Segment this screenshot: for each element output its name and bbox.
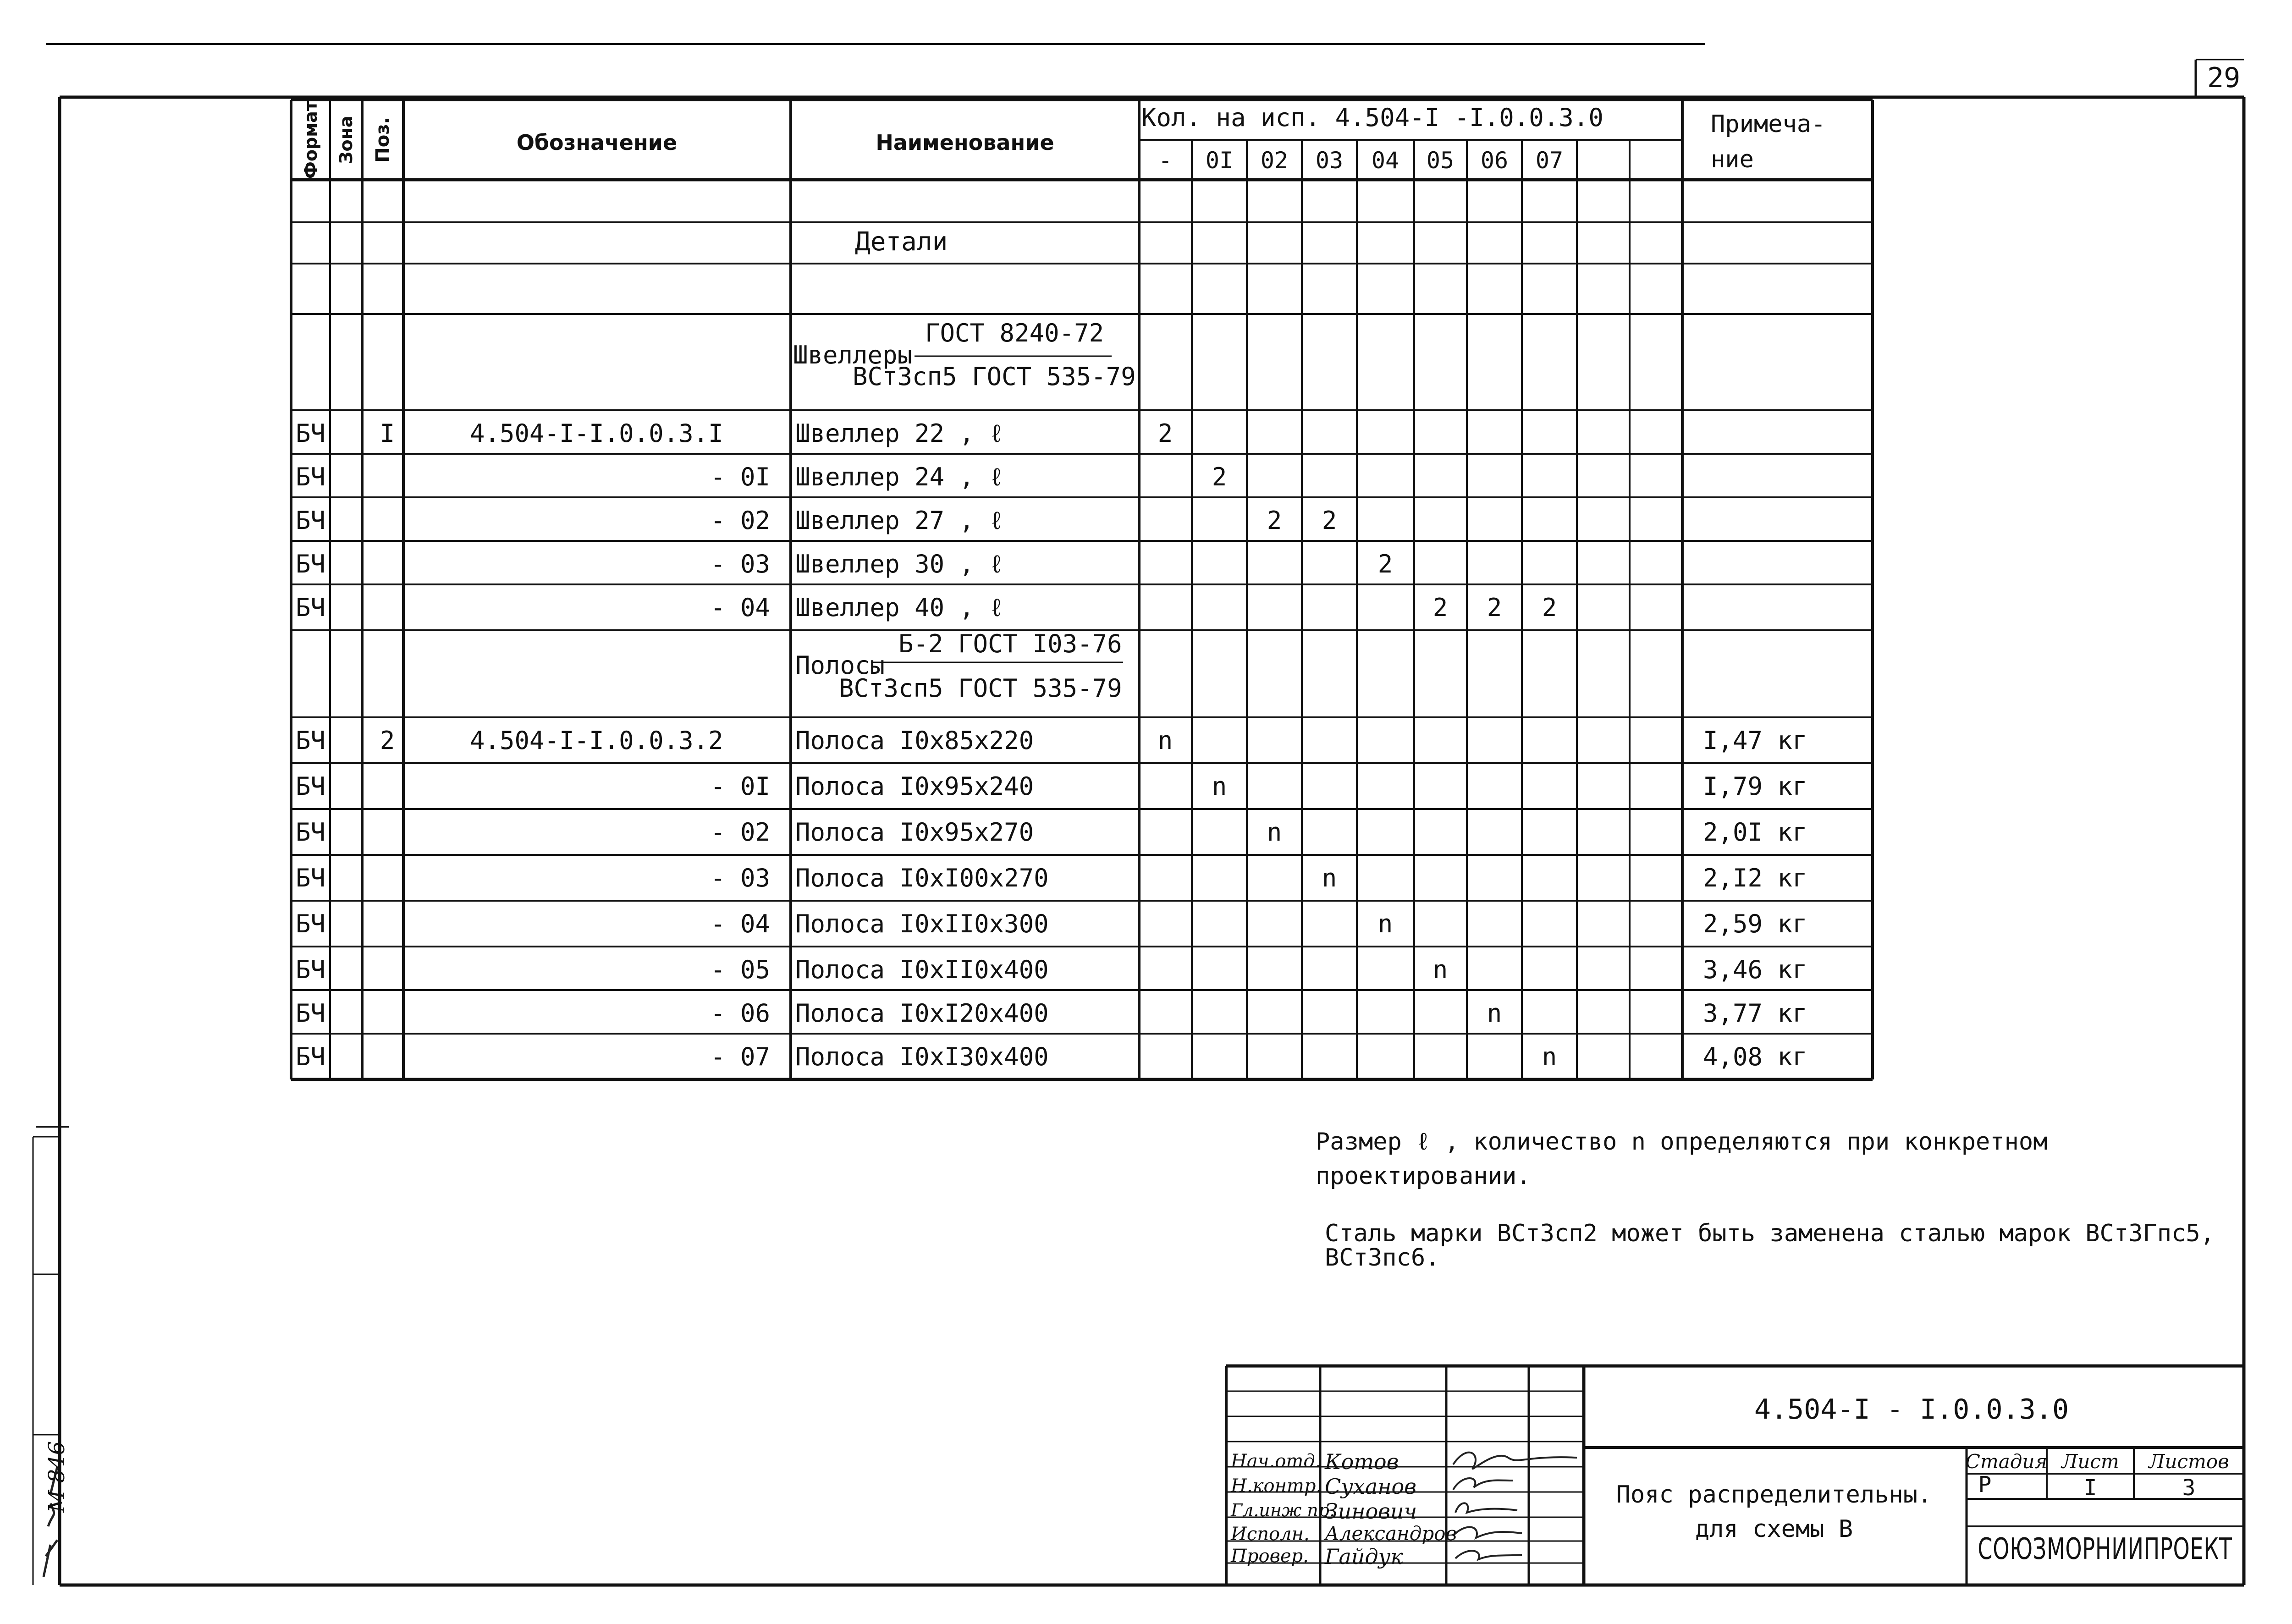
qty-cell: 2 xyxy=(1157,419,1173,448)
note-line: ВСт3пс6. xyxy=(1325,1244,1440,1272)
col-format-header: Формат xyxy=(301,101,321,179)
designation-cell: - 0I xyxy=(710,462,770,491)
name-cell: Полоса I0x95x240 xyxy=(795,772,1034,801)
note-line: проектировании. xyxy=(1316,1162,1531,1190)
stage-value: Р xyxy=(1978,1472,1992,1497)
qty-cell: 2 xyxy=(1212,462,1227,491)
signature-name: Зинович xyxy=(1325,1499,1417,1524)
note-line: Сталь марки ВСт3сп2 может быть заменена сталью марок ВСт3Гпс5, xyxy=(1325,1220,2215,1247)
variant-header: 02 xyxy=(1260,147,1289,174)
group2-standard-top: Б-2 ГОСТ I03-76 xyxy=(898,629,1122,658)
format-cell: БЧ xyxy=(296,419,326,448)
name-cell: Полоса I0xI20x400 xyxy=(795,999,1049,1028)
variant-header: 03 xyxy=(1315,147,1344,174)
signature-role: Н.контр. xyxy=(1231,1475,1322,1497)
name-cell: Полоса I0xI00x270 xyxy=(795,864,1049,892)
designation-cell: - 03 xyxy=(710,864,770,892)
format-cell: БЧ xyxy=(296,593,326,622)
name-cell: Полоса I0x95x270 xyxy=(795,818,1034,847)
format-cell: БЧ xyxy=(296,772,326,801)
sheets-value: 3 xyxy=(2182,1475,2196,1501)
qty-cell: 2 xyxy=(1322,506,1337,535)
signature-scribbles xyxy=(1453,1453,1577,1559)
variant-header: - xyxy=(1158,147,1173,174)
qty-cell: 2 xyxy=(1542,593,1557,622)
variant-header: 06 xyxy=(1480,147,1509,174)
note-cell: I,79 кг xyxy=(1703,772,1807,801)
qty-cell: n xyxy=(1542,1042,1557,1071)
name-cell: Швеллер 24 , ℓ xyxy=(795,462,1004,491)
name-cell: Швеллер 27 , ℓ xyxy=(795,506,1004,535)
format-cell: БЧ xyxy=(296,999,326,1028)
variant-header: 07 xyxy=(1535,147,1564,174)
sheets-label: Листов xyxy=(2149,1450,2229,1473)
note-line: Размер ℓ , количество n определяются при конкретном xyxy=(1316,1128,2048,1156)
qty-cell: n xyxy=(1487,999,1502,1028)
col-pos-header: Поз. xyxy=(372,117,393,163)
note-header-line2: ние xyxy=(1711,146,1754,173)
qty-cell: 2 xyxy=(1267,506,1282,535)
sheet-label: Лист xyxy=(2061,1450,2119,1473)
qty-cell: n xyxy=(1377,909,1393,938)
note-cell: 3,46 кг xyxy=(1703,955,1807,984)
qty-cell: 2 xyxy=(1377,550,1393,578)
designation-cell: - 04 xyxy=(710,909,770,938)
pos-cell: 2 xyxy=(380,726,395,755)
format-cell: БЧ xyxy=(296,506,326,535)
col-designation-header: Обозначение xyxy=(516,130,678,155)
designation-cell: - 02 xyxy=(710,818,770,847)
pos-cell: I xyxy=(380,419,395,448)
designation-cell: - 07 xyxy=(710,1042,770,1071)
designation-cell: - 0I xyxy=(710,772,770,801)
designation-cell: - 04 xyxy=(710,593,770,622)
name-cell: Швеллер 22 , ℓ xyxy=(795,419,1004,448)
doc-title-line1: Пояс распределительны. xyxy=(1616,1481,1932,1508)
group1-prefix: Швеллеры xyxy=(793,341,913,369)
sheet-value: I xyxy=(2083,1475,2097,1501)
stage-label: Стадия xyxy=(1965,1450,2048,1473)
variant-header: 04 xyxy=(1371,147,1399,174)
note-cell: 3,77 кг xyxy=(1703,999,1807,1028)
designation-cell: - 03 xyxy=(710,550,770,578)
designation-cell: 4.504-I-I.0.0.3.2 xyxy=(470,726,723,755)
signature-role: Исполн. xyxy=(1231,1524,1310,1545)
name-cell: Полоса I0xII0x300 xyxy=(795,909,1049,938)
designation-cell: 4.504-I-I.0.0.3.I xyxy=(470,419,723,448)
format-cell: БЧ xyxy=(296,864,326,892)
format-cell: БЧ xyxy=(296,550,326,578)
signature-name: Котов xyxy=(1325,1449,1399,1474)
designation-cell: - 02 xyxy=(710,506,770,535)
signature-role: Провер. xyxy=(1231,1546,1309,1567)
group2-standard-bottom: ВСт3сп5 ГОСТ 535-79 xyxy=(839,674,1122,703)
qty-cell: n xyxy=(1432,955,1448,984)
margin-note: М 846 xyxy=(44,1441,70,1513)
format-cell: БЧ xyxy=(296,726,326,755)
qty-cell: n xyxy=(1322,864,1337,892)
signature-name: Александров xyxy=(1325,1522,1457,1545)
signature-role: Гл.инж пр. xyxy=(1231,1500,1335,1520)
note-cell: 2,0I кг xyxy=(1703,818,1807,847)
designation-cell: - 06 xyxy=(710,999,770,1028)
format-cell: БЧ xyxy=(296,909,326,938)
name-cell: Швеллер 30 , ℓ xyxy=(795,550,1004,578)
note-cell: 2,I2 кг xyxy=(1703,864,1807,892)
page-number: 29 xyxy=(2207,62,2241,94)
group1-standard-top: ГОСТ 8240-72 xyxy=(925,319,1104,347)
signature-name: Гайдук xyxy=(1325,1544,1403,1569)
qty-cell: n xyxy=(1267,818,1282,847)
qty-header-title: Кол. на исп. 4.504-I -I.0.0.3.0 xyxy=(1141,103,1603,132)
format-cell: БЧ xyxy=(296,818,326,847)
note-cell: 2,59 кг xyxy=(1703,909,1807,938)
note-header-line1: Примеча- xyxy=(1711,110,1826,138)
format-cell: БЧ xyxy=(296,462,326,491)
qty-cell: 2 xyxy=(1487,593,1502,622)
group1-standard-bottom: ВСт3сп5 ГОСТ 535-79 xyxy=(853,362,1136,391)
organization-name: СОЮЗМОРНИИПРОЕКТ xyxy=(1978,1532,2232,1566)
doc-title-line2: для схемы В xyxy=(1695,1515,1853,1543)
designation-cell: - 05 xyxy=(710,955,770,984)
name-cell: Полоса I0xI30x400 xyxy=(795,1042,1049,1071)
variant-header: 0I xyxy=(1205,147,1234,174)
qty-cell: n xyxy=(1157,726,1173,755)
col-name-header: Наименование xyxy=(876,130,1054,155)
variant-header: 05 xyxy=(1426,147,1455,174)
name-cell: Швеллер 40 , ℓ xyxy=(795,593,1004,622)
format-cell: БЧ xyxy=(296,1042,326,1071)
note-cell: I,47 кг xyxy=(1703,726,1807,755)
group2-prefix: Полосы xyxy=(795,651,885,680)
col-zone-header: Зона xyxy=(336,116,356,164)
signature-role: Нач.отд. xyxy=(1231,1451,1321,1472)
doc-code: 4.504-I - I.0.0.3.0 xyxy=(1754,1393,2069,1426)
signature-name: Суханов xyxy=(1325,1474,1417,1499)
qty-cell: n xyxy=(1212,772,1227,801)
qty-cell: 2 xyxy=(1432,593,1448,622)
format-cell: БЧ xyxy=(296,955,326,984)
note-cell: 4,08 кг xyxy=(1703,1042,1807,1071)
name-cell: Полоса I0x85x220 xyxy=(795,726,1034,755)
name-cell: Полоса I0xII0x400 xyxy=(795,955,1049,984)
section-title: Детали xyxy=(855,227,948,257)
